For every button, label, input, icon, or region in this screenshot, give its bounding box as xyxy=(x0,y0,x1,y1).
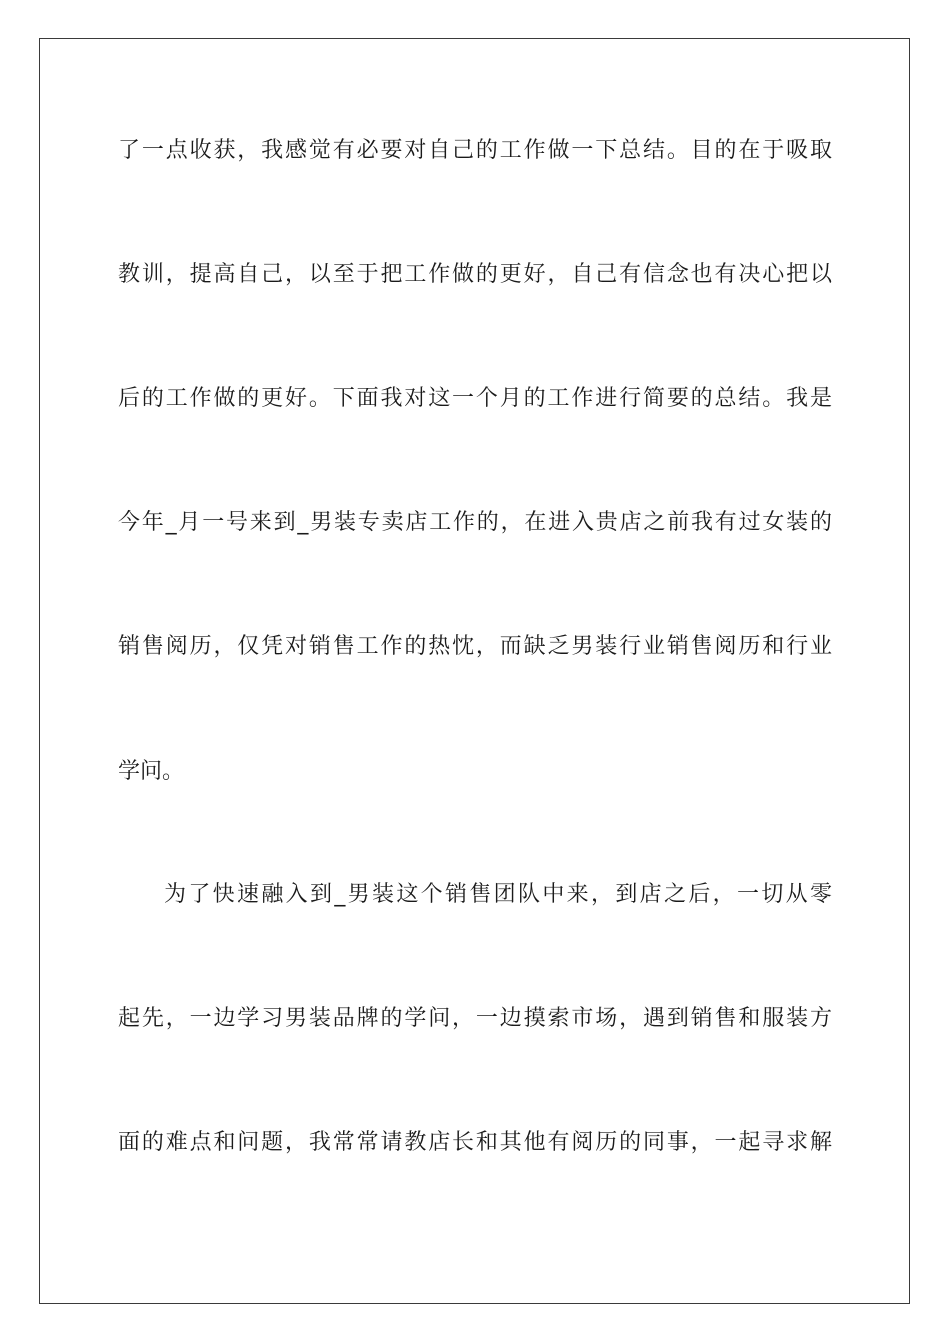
page-frame xyxy=(39,38,910,1304)
paragraph-line: 教训，提高自己，以至于把工作做的更好，自己有信念也有决心把以 xyxy=(118,262,832,287)
paragraph-line: 起先，一边学习男装品牌的学问，一边摸索市场，遇到销售和服装方 xyxy=(118,1006,832,1031)
paragraph-line: 为了快速融入到_男装这个销售团队中来，到店之后，一切从零 xyxy=(164,882,832,907)
paragraph-line: 后的工作做的更好。下面我对这一个月的工作进行简要的总结。我是 xyxy=(118,386,832,411)
paragraph-line: 学问。 xyxy=(118,759,185,784)
paragraph-line: 面的难点和问题，我常常请教店长和其他有阅历的同事，一起寻求解 xyxy=(118,1130,832,1155)
paragraph-line: 今年_月一号来到_男装专卖店工作的，在进入贵店之前我有过女装的 xyxy=(118,510,832,535)
paragraph-line: 了一点收获，我感觉有必要对自己的工作做一下总结。目的在于吸取 xyxy=(118,138,832,163)
paragraph-line: 销售阅历，仅凭对销售工作的热忱，而缺乏男装行业销售阅历和行业 xyxy=(118,634,832,659)
